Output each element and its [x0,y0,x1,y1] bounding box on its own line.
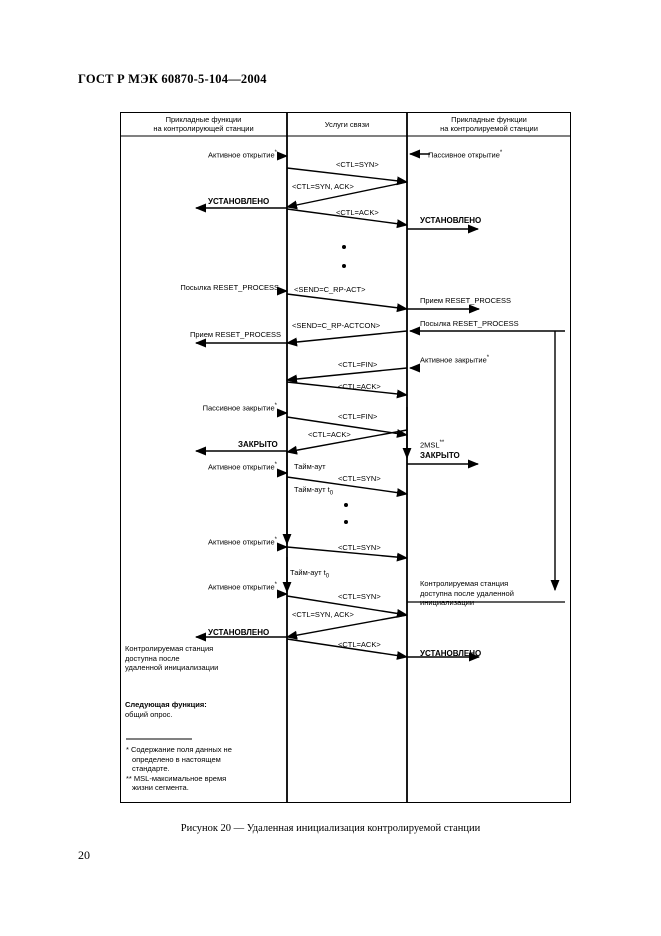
message-ack: <CTL=ACK> [336,208,379,217]
message-fin: <CTL=FIN> [338,360,378,369]
footnote-line: * Содержание поля данных не [126,745,232,754]
note-line: Контролируемая станция [420,579,509,588]
label-passive-open [428,149,502,160]
label-send-reset: Посылка RESET_PROCESS [180,283,279,292]
footnote-mark: * [486,355,490,361]
footnote-mark: ** [439,440,445,446]
label-closed: ЗАКРЫТО [238,440,278,449]
label-passive-close [203,402,277,413]
label-text: Активное открытие [208,462,275,472]
footnote-line: стандарте. [132,764,170,773]
note-line: доступна после [125,653,180,663]
figure-caption: Рисунок 20 — Удаленная инициализация контролируемой станции [180,823,481,834]
label-established: УСТАНОВЛЕНО [420,216,482,225]
note-line: доступна после удаленной [420,588,514,598]
document-header: ГОСТ Р МЭК 60870-5-104—2004 [78,72,267,86]
message-syn-ack: <CTL=SYN, ACK> [292,610,354,619]
note-available [420,579,514,608]
ellipsis-dot [344,503,348,507]
label-text: Активное закрытие [420,355,487,365]
footnote-mark: * [274,582,277,588]
footnote-mark: * [274,403,277,409]
label-established: УСТАНОВЛЕНО [208,197,270,206]
label-active-open [208,149,277,160]
sequence-diagram [120,112,571,803]
footnote-mark: * [499,150,503,156]
label-recv-reset: Прием RESET_PROCESS [189,330,281,339]
footnote-mark: * [274,150,277,156]
label-text: 2MSL [420,440,440,450]
label-timeout-t0 [294,485,333,499]
column-header-line: Прикладные функции [165,115,242,124]
label-active-open [208,461,277,472]
column-header-services [287,112,407,136]
column-header-controlled [407,112,571,136]
footnote-mark: * [274,537,277,543]
note-available [125,644,218,673]
label-active-open [208,536,277,547]
message-syn-ack: <CTL=SYN, ACK> [292,182,354,191]
note-line: Следующая функция: [125,700,207,709]
message-ack: <CTL=ACK> [338,382,381,391]
ellipsis-dot [342,245,346,249]
message-ack: <CTL=ACK> [308,430,351,439]
message-send-rp-actcon: <SEND=C_RP-ACTCON> [292,321,381,330]
label-timeout: Тайм-аут [294,462,326,471]
subscript: 0 [325,573,330,580]
ellipsis-dot [342,264,346,268]
note-line: инициализации [420,598,475,607]
column-header-line: Прикладные функции [451,115,527,124]
message-syn: <CTL=SYN> [338,543,381,552]
column-header-line: Услуги связи [324,119,370,129]
label-text: Тайм-аут t [294,485,330,494]
footnotes [126,745,232,793]
label-closed: ЗАКРЫТО [420,451,460,460]
footnote-line: жизни сегмента. [132,783,189,792]
subscript: 0 [329,490,334,497]
note-line: Контролируемая станция [125,644,214,653]
message-syn: <CTL=SYN> [338,592,381,601]
label-2msl [420,439,444,450]
column-header-line: на контролирующей станции [153,124,254,133]
label-text: Активное открытие [208,150,275,160]
label-text: Пассивное открытие [428,150,500,160]
footnote-mark: * [274,462,277,468]
message-send-rp-act: <SEND=C_RP-ACT> [294,285,366,294]
message-fin: <CTL=FIN> [338,412,378,421]
note-next-function [125,700,207,719]
column-header-line: на контролируемой станции [440,124,538,133]
label-send-reset: Посылка RESET_PROCESS [420,319,519,328]
label-active-open [208,581,277,592]
message-syn: <CTL=SYN> [338,474,381,483]
label-text: Активное открытие [208,582,275,592]
page-number: 20 [78,848,90,862]
label-established: УСТАНОВЛЕНО [208,628,270,637]
label-text: Активное открытие [208,537,275,547]
message-ack: <CTL=ACK> [338,640,381,649]
label-established: УСТАНОВЛЕНО [420,649,482,658]
column-header-controlling [120,112,287,136]
label-text: Пассивное закрытие [202,403,275,413]
footnote-line: определено в настоящем [132,754,221,764]
ellipsis-dot [344,520,348,524]
message-syn: <CTL=SYN> [336,160,379,169]
label-text: Тайм-аут t [290,568,326,577]
footnote-line: ** MSL-максимальное время [126,773,227,783]
label-recv-reset: Прием RESET_PROCESS [420,296,512,305]
label-timeout-t0 [290,568,329,582]
note-line: общий опрос. [125,709,173,719]
label-active-close [420,354,489,365]
note-line: удаленной инициализации [125,663,219,672]
